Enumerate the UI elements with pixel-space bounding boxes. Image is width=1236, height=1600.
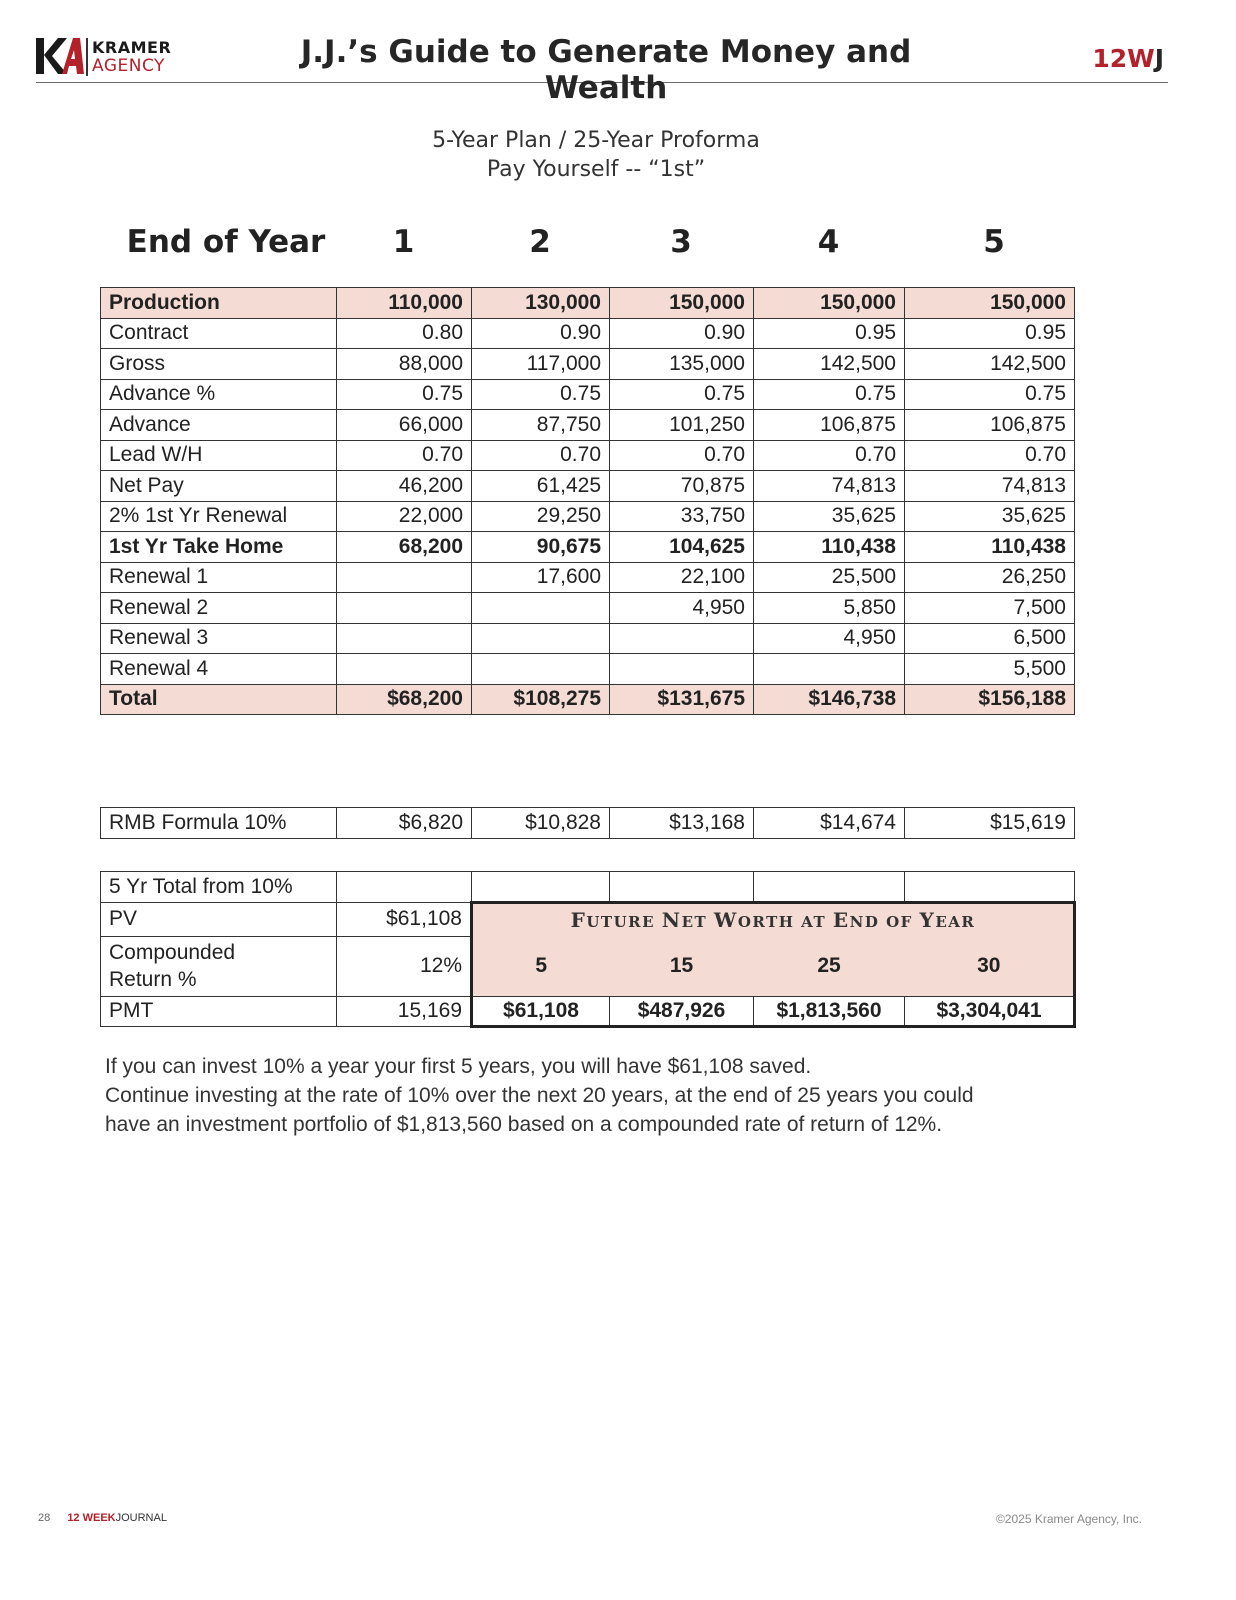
table-cell: 110,438 xyxy=(905,532,1075,563)
page-header xyxy=(36,30,1168,106)
table-cell xyxy=(337,654,472,685)
compounded-return-row xyxy=(101,936,1075,996)
table-cell: 142,500 xyxy=(905,349,1075,380)
table-cell: 35,625 xyxy=(905,501,1075,532)
row-label: Renewal 2 xyxy=(101,593,337,624)
rmb-row xyxy=(101,808,1075,839)
journal-name: JOURNAL xyxy=(115,1512,167,1524)
table-cell xyxy=(610,623,754,654)
note-line: have an investment portfolio of $1,813,560 based on a compounded rate of return of 12%. xyxy=(105,1113,943,1136)
table-cell: 110,438 xyxy=(754,532,905,563)
table-cell: 87,750 xyxy=(472,410,610,441)
table-cell xyxy=(337,593,472,624)
row-label: Gross xyxy=(101,349,337,380)
row-label: Advance xyxy=(101,410,337,441)
table-cell: 0.75 xyxy=(754,379,905,410)
table-cell: 110,000 xyxy=(337,288,472,319)
copyright: ©2025 Kramer Agency, Inc. xyxy=(995,1512,1142,1526)
rmb-value: $6,820 xyxy=(337,808,472,839)
table-cell: 0.90 xyxy=(472,318,610,349)
table-cell: 22,100 xyxy=(610,562,754,593)
table-row xyxy=(101,654,1075,685)
table-cell xyxy=(337,623,472,654)
table-cell: 117,000 xyxy=(472,349,610,380)
empty-cell xyxy=(905,872,1075,903)
future-net-worth-heading: FUTURE NET WORTH AT END OF YEAR xyxy=(472,902,1075,936)
table-cell: $146,738 xyxy=(754,684,905,715)
table-cell: 135,000 xyxy=(610,349,754,380)
table-row xyxy=(101,288,1075,319)
table-cell: 0.80 xyxy=(337,318,472,349)
fnw-value: $1,813,560 xyxy=(754,996,905,1027)
table-row xyxy=(101,379,1075,410)
row-label: 2% 1st Yr Renewal xyxy=(101,501,337,532)
logo-divider xyxy=(86,38,88,76)
pv-row xyxy=(101,902,1075,936)
row-label: Renewal 4 xyxy=(101,654,337,685)
table-cell: 0.70 xyxy=(905,440,1075,471)
future-net-worth-table xyxy=(100,871,1076,1028)
table-cell: 7,500 xyxy=(905,593,1075,624)
table-cell: 0.70 xyxy=(472,440,610,471)
plan-subtitle: 5-Year Plan / 25-Year Proforma xyxy=(432,128,760,153)
year-header-2: 2 xyxy=(529,224,551,260)
table-cell: 150,000 xyxy=(754,288,905,319)
table-cell xyxy=(472,654,610,685)
empty-cell xyxy=(754,872,905,903)
rmb-value: $14,674 xyxy=(754,808,905,839)
row-label: RMB Formula 10% xyxy=(101,808,337,839)
row-label: Net Pay xyxy=(101,471,337,502)
table-row xyxy=(101,471,1075,502)
table-cell: 22,000 xyxy=(337,501,472,532)
table-row xyxy=(101,440,1075,471)
table-row xyxy=(101,623,1075,654)
table-cell: 150,000 xyxy=(610,288,754,319)
row-label: Renewal 1 xyxy=(101,562,337,593)
table-cell: 0.90 xyxy=(610,318,754,349)
table-cell xyxy=(472,623,610,654)
pv-value: $61,108 xyxy=(337,902,472,936)
row-label: PMT xyxy=(101,996,337,1027)
table-row xyxy=(101,349,1075,380)
table-cell: 25,500 xyxy=(754,562,905,593)
table-cell: 90,675 xyxy=(472,532,610,563)
table-cell: 74,813 xyxy=(905,471,1075,502)
table-cell xyxy=(472,593,610,624)
table-cell: 61,425 xyxy=(472,471,610,502)
fnw-value: $61,108 xyxy=(472,996,610,1027)
table-cell: 66,000 xyxy=(337,410,472,441)
table-cell: 0.70 xyxy=(337,440,472,471)
page-title: J.J.’s Guide to Generate Money and Wealth xyxy=(300,34,912,106)
rmb-value: $10,828 xyxy=(472,808,610,839)
table-cell: 33,750 xyxy=(610,501,754,532)
table-cell: 101,250 xyxy=(610,410,754,441)
return-value: 12% xyxy=(337,936,472,996)
table-cell: 26,250 xyxy=(905,562,1075,593)
pmt-row xyxy=(101,996,1075,1027)
table-cell: 142,500 xyxy=(754,349,905,380)
table-cell: 104,625 xyxy=(610,532,754,563)
row-label: Production xyxy=(101,288,337,319)
fnw-year: 25 xyxy=(754,936,905,996)
table-cell: 74,813 xyxy=(754,471,905,502)
table-cell: 29,250 xyxy=(472,501,610,532)
rmb-formula-table xyxy=(100,807,1075,839)
table-cell: 4,950 xyxy=(610,593,754,624)
row-label: Contract xyxy=(101,318,337,349)
row-label: Advance % xyxy=(101,379,337,410)
table-cell: 88,000 xyxy=(337,349,472,380)
pmt-value: 15,169 xyxy=(337,996,472,1027)
note-line: Continue investing at the rate of 10% over the next 20 years, at the end of 25 years you could xyxy=(105,1084,974,1107)
year-header-5: 5 xyxy=(983,224,1005,260)
row-label: 1st Yr Take Home xyxy=(101,532,337,563)
brand-prefix: 12W xyxy=(1092,44,1155,73)
table-cell: $156,188 xyxy=(905,684,1075,715)
table-cell: 4,950 xyxy=(754,623,905,654)
table-cell: 5,500 xyxy=(905,654,1075,685)
row-label: Total xyxy=(101,684,337,715)
rmb-value: $13,168 xyxy=(610,808,754,839)
year-header-4: 4 xyxy=(817,224,840,260)
row-label: PV xyxy=(101,902,337,936)
explanation-note xyxy=(105,1052,1105,1139)
table-cell: 46,200 xyxy=(337,471,472,502)
table-cell: 150,000 xyxy=(905,288,1075,319)
table-row xyxy=(101,532,1075,563)
table-cell: 6,500 xyxy=(905,623,1075,654)
table-cell: $68,200 xyxy=(337,684,472,715)
kramer-agency-logo xyxy=(36,36,176,76)
table-cell: 0.95 xyxy=(905,318,1075,349)
table-cell xyxy=(610,654,754,685)
fnw-year: 5 xyxy=(472,936,610,996)
logo-agency-text: AGENCY xyxy=(92,56,165,76)
logo-kramer-text: KRAMER xyxy=(92,38,172,57)
empty-cell xyxy=(610,872,754,903)
table-cell: 0.70 xyxy=(610,440,754,471)
table-cell: 106,875 xyxy=(905,410,1075,441)
table-row xyxy=(101,501,1075,532)
page-footer xyxy=(38,1512,167,1524)
empty-cell xyxy=(472,872,610,903)
end-of-year-label: End of Year xyxy=(126,224,326,260)
12wj-brand xyxy=(1092,44,1164,73)
table-cell xyxy=(754,654,905,685)
fnw-year: 30 xyxy=(905,936,1075,996)
note-line: If you can invest 10% a year your first 5 years, you will have $61,108 saved. xyxy=(105,1055,812,1078)
table-row xyxy=(101,318,1075,349)
fnw-value: $3,304,041 xyxy=(905,996,1075,1027)
table-cell xyxy=(337,562,472,593)
table-cell: 0.75 xyxy=(472,379,610,410)
table-row xyxy=(101,562,1075,593)
table-cell: 0.75 xyxy=(337,379,472,410)
plan-tagline: Pay Yourself -- “1st” xyxy=(486,157,706,182)
table-cell: 35,625 xyxy=(754,501,905,532)
table-cell: 17,600 xyxy=(472,562,610,593)
ka-logo-icon xyxy=(36,38,84,74)
table-cell: 0.95 xyxy=(754,318,905,349)
table-cell: 70,875 xyxy=(610,471,754,502)
fnw-year: 15 xyxy=(610,936,754,996)
table-row xyxy=(101,593,1075,624)
rmb-value: $15,619 xyxy=(905,808,1075,839)
table-cell: 0.75 xyxy=(905,379,1075,410)
table-cell: 106,875 xyxy=(754,410,905,441)
table-cell: 0.75 xyxy=(610,379,754,410)
table-cell: 5,850 xyxy=(754,593,905,624)
five-year-total-row xyxy=(101,872,1075,903)
fnw-value: $487,926 xyxy=(610,996,754,1027)
year-header-3: 3 xyxy=(670,224,692,260)
table-cell: $108,275 xyxy=(472,684,610,715)
brand-suffix: J xyxy=(1154,44,1164,73)
row-label: Compounded Return % xyxy=(101,936,337,996)
income-projection-table xyxy=(100,287,1075,715)
row-label: Renewal 3 xyxy=(101,623,337,654)
year-header-1: 1 xyxy=(392,224,415,260)
page-number: 28 xyxy=(38,1512,51,1524)
table-cell: 68,200 xyxy=(337,532,472,563)
row-label: Lead W/H xyxy=(101,440,337,471)
table-cell: $131,675 xyxy=(610,684,754,715)
table-row xyxy=(101,684,1075,715)
journal-name-red: 12 WEEK xyxy=(67,1512,116,1524)
table-cell: 130,000 xyxy=(472,288,610,319)
empty-cell xyxy=(337,872,472,903)
table-cell: 0.70 xyxy=(754,440,905,471)
table-row xyxy=(101,410,1075,441)
row-label: 5 Yr Total from 10% xyxy=(101,872,337,903)
